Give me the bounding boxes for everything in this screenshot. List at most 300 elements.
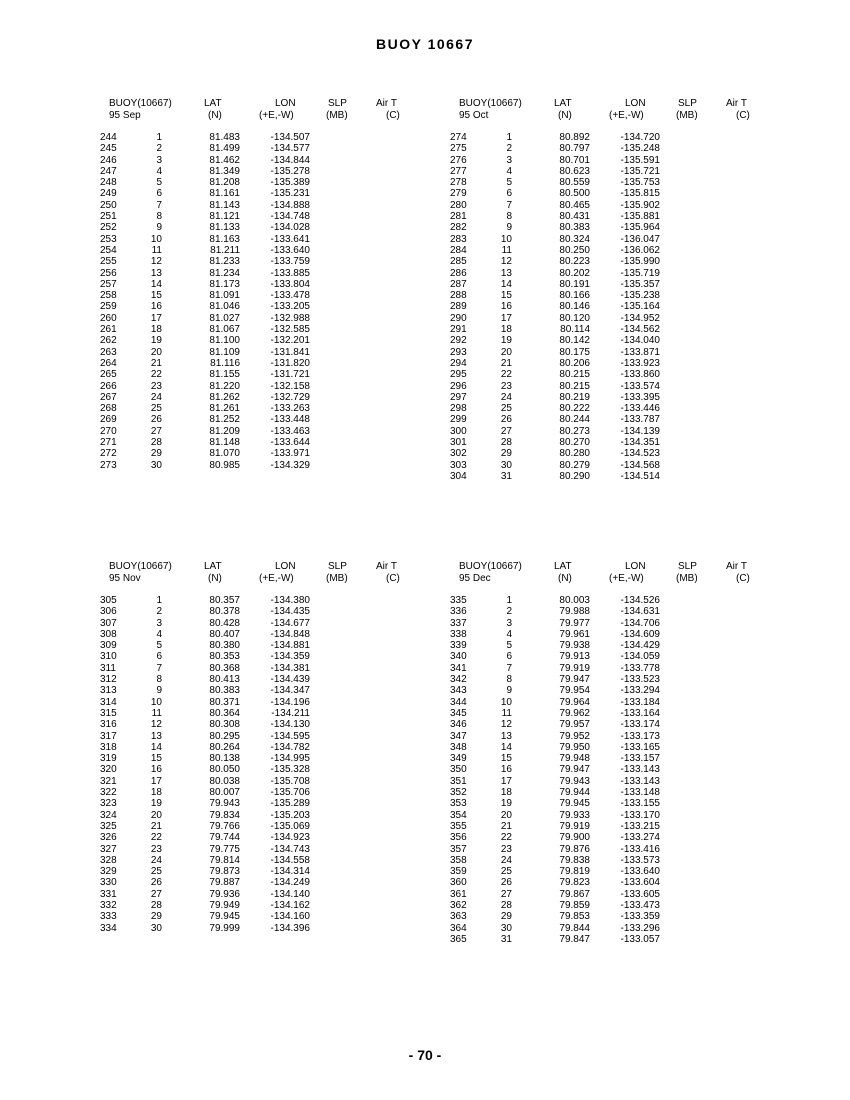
longitude-cell: -134.558 [270,854,310,866]
latitude-cell: 80.050 [209,764,240,776]
header-lat-unit: (N) [208,110,222,121]
longitude-cell: -133.604 [620,877,660,889]
latitude-cell: 80.797 [559,143,590,155]
latitude-cell: 80.120 [559,312,590,324]
longitude-cell: -135.964 [620,222,660,234]
longitude-cell: -134.380 [270,595,310,606]
longitude-cell: -132.158 [270,380,310,392]
day-cell: 3 [156,617,162,629]
table-row [100,290,480,301]
table-row [100,798,480,809]
day-cell: 7 [156,199,162,211]
table-row [450,471,830,482]
day-cell: 14 [500,278,512,290]
longitude-cell: -134.844 [270,154,310,166]
day-cell: 13 [150,267,162,279]
day-of-year-cell: 266 [100,380,117,392]
day-of-year-cell: 314 [100,696,117,708]
latitude-cell: 80.892 [559,132,590,143]
day-cell: 6 [156,651,162,663]
header-lon: LON [625,561,646,572]
day-cell: 13 [500,730,512,742]
latitude-cell: 80.407 [209,628,240,640]
day-cell: 27 [500,888,512,900]
day-cell: 19 [150,335,162,347]
table-row [450,392,830,403]
longitude-cell: -133.860 [620,369,660,381]
day-cell: 4 [506,165,512,177]
table-body [100,132,480,471]
longitude-cell: -133.605 [620,888,660,900]
header-lon-unit: (+E,-W) [609,573,644,584]
table-row [450,787,830,798]
day-of-year-cell: 256 [100,267,117,279]
day-of-year-cell: 255 [100,256,117,268]
latitude-cell: 79.876 [559,843,590,855]
longitude-cell: -133.804 [270,278,310,290]
day-cell: 28 [150,437,162,449]
day-of-year-cell: 285 [450,256,467,268]
latitude-cell: 79.844 [559,922,590,934]
longitude-cell: -135.248 [620,143,660,155]
latitude-cell: 79.947 [559,764,590,776]
table-row [450,798,830,809]
header-lat: LAT [554,561,572,572]
longitude-cell: -132.988 [270,312,310,324]
latitude-cell: 80.223 [559,256,590,268]
table-row [450,889,830,900]
longitude-cell: -133.294 [620,685,660,697]
day-cell: 30 [500,459,512,471]
latitude-cell: 80.357 [209,595,240,606]
day-cell: 16 [500,764,512,776]
longitude-cell: -133.215 [620,820,660,832]
latitude-cell: 81.100 [209,335,240,347]
longitude-cell: -134.514 [620,470,660,482]
day-of-year-cell: 283 [450,233,467,245]
day-cell: 26 [500,877,512,889]
day-of-year-cell: 264 [100,357,117,369]
latitude-cell: 80.371 [209,696,240,708]
day-of-year-cell: 340 [450,651,467,663]
latitude-cell: 81.234 [209,267,240,279]
day-cell: 23 [150,843,162,855]
latitude-cell: 80.308 [209,719,240,731]
day-of-year-cell: 362 [450,900,467,912]
day-of-year-cell: 364 [450,922,467,934]
day-of-year-cell: 350 [450,764,467,776]
longitude-cell: -134.381 [270,662,310,674]
day-cell: 28 [150,900,162,912]
latitude-cell: 79.961 [559,628,590,640]
longitude-cell: -133.274 [620,832,660,844]
day-cell: 14 [150,278,162,290]
day-cell: 6 [506,651,512,663]
table-row [100,211,480,222]
latitude-cell: 80.202 [559,267,590,279]
latitude-cell: 80.003 [559,595,590,606]
latitude-cell: 80.038 [209,775,240,787]
longitude-cell: -132.201 [270,335,310,347]
table-row [450,234,830,245]
day-of-year-cell: 357 [450,843,467,855]
day-of-year-cell: 292 [450,335,467,347]
table-row [450,855,830,866]
day-cell: 23 [500,843,512,855]
longitude-cell: -135.357 [620,278,660,290]
longitude-cell: -134.743 [270,843,310,855]
day-cell: 9 [156,222,162,234]
latitude-cell: 80.500 [559,188,590,200]
latitude-cell: 79.944 [559,787,590,799]
latitude-cell: 80.324 [559,233,590,245]
header-slp-unit: (MB) [326,573,348,584]
day-of-year-cell: 251 [100,211,117,223]
latitude-cell: 80.280 [559,448,590,460]
latitude-cell: 81.143 [209,199,240,211]
table-row [100,923,480,934]
longitude-cell: -134.888 [270,199,310,211]
day-of-year-cell: 332 [100,900,117,912]
table-row [100,177,480,188]
table-row [100,222,480,233]
day-of-year-cell: 349 [450,753,467,765]
table-row [100,844,480,855]
day-of-year-cell: 301 [450,437,467,449]
longitude-cell: -134.130 [270,719,310,731]
table-row [450,437,830,448]
day-cell: 19 [150,798,162,810]
latitude-cell: 80.264 [209,741,240,753]
latitude-cell: 81.121 [209,211,240,223]
header-air-temp-unit: (C) [736,110,750,121]
day-cell: 1 [506,595,512,606]
longitude-cell: -134.526 [620,595,660,606]
day-cell: 1 [156,132,162,143]
longitude-cell: -133.165 [620,741,660,753]
buoy-table-block [450,561,830,961]
day-of-year-cell: 265 [100,369,117,381]
table-row [100,674,480,685]
day-of-year-cell: 267 [100,391,117,403]
day-of-year-cell: 358 [450,854,467,866]
day-cell: 15 [150,290,162,302]
latitude-cell: 79.814 [209,854,240,866]
longitude-cell: -133.885 [270,267,310,279]
day-cell: 2 [506,606,512,618]
latitude-cell: 79.847 [559,933,590,945]
day-of-year-cell: 279 [450,188,467,200]
longitude-cell: -133.971 [270,448,310,460]
longitude-cell: -134.059 [620,651,660,663]
table-row [100,256,480,267]
day-of-year-cell: 310 [100,651,117,663]
latitude-cell: 81.220 [209,380,240,392]
day-cell: 11 [501,707,512,719]
header-air-temp: Air T [376,561,397,572]
day-of-year-cell: 353 [450,798,467,810]
day-of-year-cell: 270 [100,425,117,437]
day-of-year-cell: 360 [450,877,467,889]
table-row [100,821,480,832]
header-air-temp-unit: (C) [386,573,400,584]
longitude-cell: -135.238 [620,290,660,302]
table-row [100,448,480,459]
latitude-cell: 80.273 [559,425,590,437]
table-row [450,426,830,437]
day-of-year-cell: 324 [100,809,117,821]
latitude-cell: 79.943 [559,775,590,787]
latitude-cell: 79.950 [559,741,590,753]
header-slp-unit: (MB) [326,110,348,121]
latitude-cell: 81.483 [209,132,240,143]
longitude-cell: -134.351 [620,437,660,449]
day-cell: 19 [500,798,512,810]
day-cell: 10 [500,696,512,708]
day-cell: 9 [156,685,162,697]
longitude-cell: -135.389 [270,177,310,189]
day-cell: 22 [500,369,512,381]
day-of-year-cell: 320 [100,764,117,776]
day-of-year-cell: 259 [100,301,117,313]
day-cell: 15 [500,290,512,302]
day-cell: 5 [506,640,512,652]
latitude-cell: 80.380 [209,640,240,652]
latitude-cell: 79.999 [209,922,240,934]
day-of-year-cell: 308 [100,628,117,640]
table-row [100,651,480,662]
day-of-year-cell: 317 [100,730,117,742]
day-of-year-cell: 363 [450,911,467,923]
longitude-cell: -135.231 [270,188,310,200]
table-row [100,279,480,290]
header-month: 95 Oct [459,110,489,121]
day-of-year-cell: 309 [100,640,117,652]
day-cell: 2 [156,606,162,618]
latitude-cell: 81.261 [209,403,240,415]
day-of-year-cell: 277 [450,165,467,177]
table-row [450,923,830,934]
header-lat: LAT [204,98,222,109]
table-row [100,166,480,177]
latitude-cell: 79.873 [209,866,240,878]
day-of-year-cell: 306 [100,606,117,618]
buoy-table-block [100,561,480,961]
latitude-cell: 81.148 [209,437,240,449]
latitude-cell: 81.155 [209,369,240,381]
day-of-year-cell: 269 [100,414,117,426]
table-row [450,177,830,188]
latitude-cell: 81.091 [209,290,240,302]
latitude-cell: 79.867 [559,888,590,900]
latitude-cell: 79.938 [559,640,590,652]
day-cell: 29 [500,448,512,460]
latitude-cell: 81.027 [209,312,240,324]
latitude-cell: 79.952 [559,730,590,742]
latitude-cell: 81.211 [210,244,240,256]
longitude-cell: -134.706 [620,617,660,629]
day-of-year-cell: 254 [100,244,117,256]
latitude-cell: 79.859 [559,900,590,912]
table-row [450,866,830,877]
latitude-cell: 80.465 [559,199,590,211]
day-cell: 24 [500,854,512,866]
latitude-cell: 79.964 [559,696,590,708]
longitude-cell: -133.395 [620,391,660,403]
latitude-cell: 80.191 [559,278,590,290]
longitude-cell: -134.609 [620,628,660,640]
table-row [450,268,830,279]
table-row [450,347,830,358]
day-of-year-cell: 339 [450,640,467,652]
day-cell: 1 [506,132,512,143]
day-of-year-cell: 347 [450,730,467,742]
longitude-cell: -134.439 [270,674,310,686]
table-header [450,561,830,587]
day-of-year-cell: 355 [450,820,467,832]
table-row [450,188,830,199]
longitude-cell: -134.396 [270,922,310,934]
longitude-cell: -134.196 [270,696,310,708]
latitude-cell: 79.834 [209,809,240,821]
day-cell: 24 [150,854,162,866]
table-row [100,200,480,211]
table-header [100,98,480,124]
day-cell: 26 [150,414,162,426]
header-lon: LON [275,98,296,109]
day-cell: 18 [150,787,162,799]
day-cell: 31 [500,470,512,482]
day-cell: 18 [500,787,512,799]
longitude-cell: -133.523 [620,674,660,686]
latitude-cell: 80.290 [559,470,590,482]
table-row [100,731,480,742]
longitude-cell: -133.640 [620,866,660,878]
longitude-cell: -134.631 [620,606,660,618]
latitude-cell: 80.428 [209,617,240,629]
latitude-cell: 79.949 [209,900,240,912]
day-of-year-cell: 261 [100,324,117,336]
day-of-year-cell: 365 [450,933,467,945]
day-of-year-cell: 297 [450,391,467,403]
day-cell: 4 [156,628,162,640]
table-row [450,200,830,211]
header-lat: LAT [554,98,572,109]
longitude-cell: -134.314 [270,866,310,878]
day-cell: 2 [506,143,512,155]
latitude-cell: 80.166 [559,290,590,302]
latitude-cell: 80.378 [209,606,240,618]
header-lat-unit: (N) [558,573,572,584]
day-of-year-cell: 244 [100,132,117,143]
day-of-year-cell: 272 [100,448,117,460]
longitude-cell: -133.148 [620,787,660,799]
latitude-cell: 80.559 [559,177,590,189]
day-cell: 29 [500,911,512,923]
longitude-cell: -133.448 [270,414,310,426]
longitude-cell: -135.708 [270,775,310,787]
day-cell: 18 [150,324,162,336]
day-cell: 20 [500,346,512,358]
latitude-cell: 80.270 [559,437,590,449]
longitude-cell: -135.203 [270,809,310,821]
longitude-cell: -133.871 [620,346,660,358]
table-row [450,369,830,380]
day-of-year-cell: 253 [100,233,117,245]
longitude-cell: -131.820 [270,357,310,369]
day-of-year-cell: 351 [450,775,467,787]
table-row [100,855,480,866]
latitude-cell: 79.919 [559,662,590,674]
longitude-cell: -133.759 [270,256,310,268]
table-row [100,245,480,256]
day-cell: 15 [150,753,162,765]
table-row [450,414,830,425]
day-cell: 27 [500,425,512,437]
day-of-year-cell: 288 [450,290,467,302]
table-row [100,606,480,617]
table-row [450,742,830,753]
day-cell: 18 [500,324,512,336]
day-cell: 31 [500,933,512,945]
header-slp: SLP [328,98,347,109]
day-of-year-cell: 313 [100,685,117,697]
table-row [100,810,480,821]
table-row [450,448,830,459]
day-of-year-cell: 295 [450,369,467,381]
latitude-cell: 80.142 [559,335,590,347]
header-buoy: BUOY(10667) [459,98,522,109]
longitude-cell: -133.574 [620,380,660,392]
table-row [100,437,480,448]
table-row [450,663,830,674]
day-cell: 17 [150,312,162,324]
day-of-year-cell: 268 [100,403,117,415]
day-cell: 25 [500,403,512,415]
day-of-year-cell: 284 [450,244,467,256]
page-title: BUOY 10667 [375,36,474,52]
table-row [450,640,830,651]
day-cell: 25 [500,866,512,878]
day-cell: 24 [500,391,512,403]
longitude-cell: -135.164 [620,301,660,313]
day-of-year-cell: 326 [100,832,117,844]
day-of-year-cell: 273 [100,459,117,471]
day-cell: 29 [150,448,162,460]
latitude-cell: 81.067 [209,324,240,336]
latitude-cell: 80.383 [559,222,590,234]
table-row [450,358,830,369]
day-cell: 21 [150,357,162,369]
header-month: 95 Dec [459,573,491,584]
day-of-year-cell: 296 [450,380,467,392]
latitude-cell: 81.262 [209,391,240,403]
table-row [450,810,830,821]
day-cell: 29 [150,911,162,923]
latitude-cell: 80.383 [209,685,240,697]
latitude-cell: 81.163 [209,233,240,245]
day-of-year-cell: 330 [100,877,117,889]
day-cell: 7 [506,662,512,674]
day-cell: 10 [150,233,162,245]
latitude-cell: 81.109 [209,346,240,358]
table-row [100,866,480,877]
table-row [100,764,480,775]
latitude-cell: 80.353 [209,651,240,663]
day-cell: 26 [500,414,512,426]
day-cell: 23 [500,380,512,392]
day-cell: 12 [500,256,512,268]
